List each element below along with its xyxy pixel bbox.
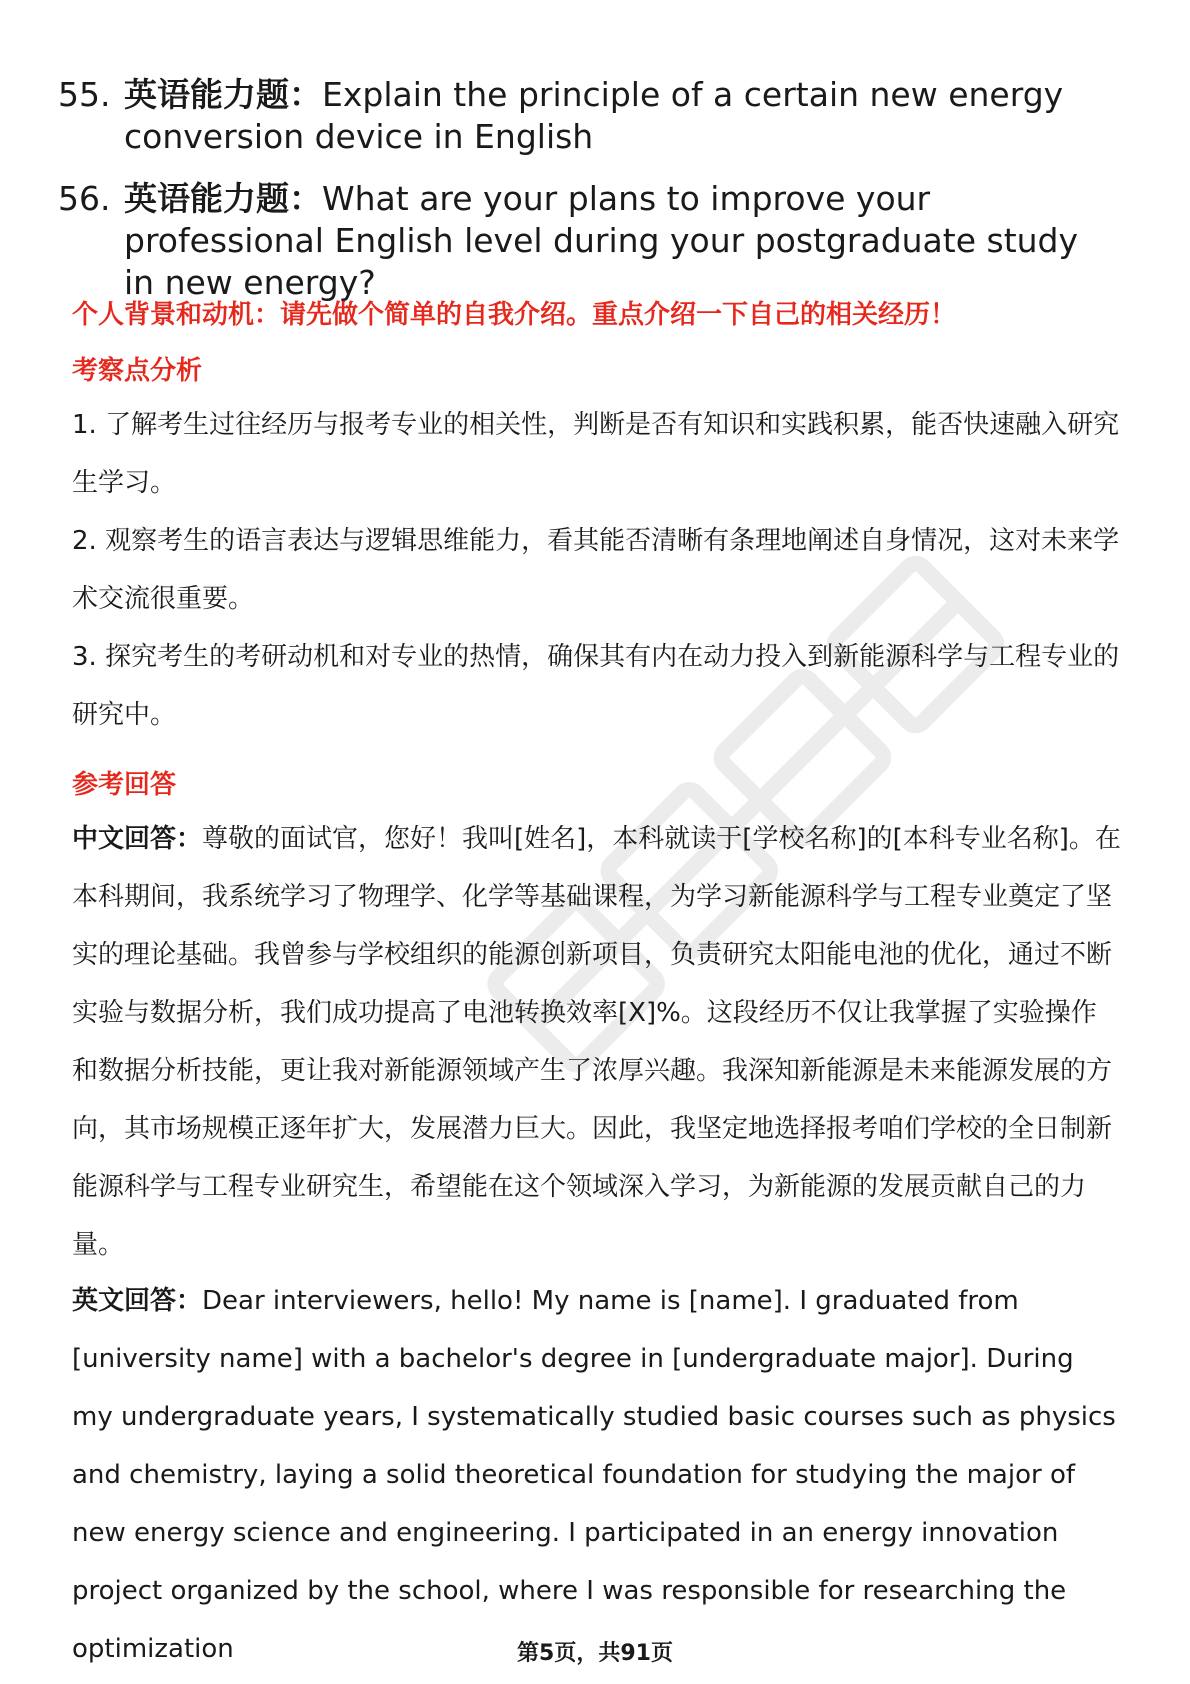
analysis-list	[72, 396, 1122, 744]
page-number-footer: 第5页，共91页	[517, 1641, 673, 1666]
analysis-item: 3. 探究考生的考研动机和对专业的热情，确保其有内在动力投入到新能源科学与工程专业的研究中。	[72, 642, 1120, 730]
analysis-heading: 考察点分析	[72, 356, 203, 386]
english-answer	[72, 1272, 1122, 1678]
question-56	[58, 178, 1118, 304]
chinese-answer-text: 尊敬的面试官，您好！我叫[姓名]，本科就读于[学校名称]的[本科专业名称]。在本科期间，我系统学习了物理学、化学等基础课程，为学习新能源科学与工程专业奠定了坚实的理论基础。我曾参与学校组织的能源创新项目，负责研究太阳能电池的优化，通过不断实验与数据分析，我们成功提高了电池转换效率[X]%。这段经历不仅让我掌握了实验操作和数据分析技能，更让我对新能源领域产生了浓厚兴趣。我深知新能源是未来能源发展的方向，其市场规模正逐年扩大，发展潜力巨大。因此，我坚定地选择报考咱们学校的全日制新能源科学与工程专业研究生，希望能在这个领域深入学习，为新能源的发展贡献自己的力量。	[72, 824, 1121, 1260]
chinese-answer-label: 中文回答：	[72, 824, 203, 854]
question-label: 英语能力题：	[124, 179, 322, 218]
reference-heading: 参考回答	[72, 770, 177, 800]
question-text: What are your plans to improve your professional English level during your postgraduate study in new energy?	[124, 179, 1079, 302]
motivation-heading: 个人背景和动机：请先做个简单的自我介绍。重点介绍一下自己的相关经历！	[72, 300, 957, 330]
analysis-item: 1. 了解考生过往经历与报考专业的相关性，判断是否有知识和实践积累，能否快速融入研究生学习。	[72, 410, 1120, 498]
question-text: Explain the principle of a certain new energy conversion device in English	[124, 75, 1064, 156]
english-answer-text: Dear interviewers, hello! My name is [name]. I graduated from [university name] with a bachelor's degree in [undergraduate major]. During my undergraduate years, I systematically studied basic courses such as physics and chemistry, laying a solid theoretical foundation for studying the major of new energy science and engineering. I participated in an energy innovation project organized by the school, where I was responsible for researching the optimization	[72, 1286, 1116, 1664]
question-label: 英语能力题：	[124, 75, 322, 114]
question-55	[58, 74, 1118, 158]
question-number: 55.	[58, 75, 111, 114]
question-number: 56.	[58, 179, 111, 218]
chinese-answer	[72, 810, 1122, 1274]
analysis-item: 2. 观察考生的语言表达与逻辑思维能力，看其能否清晰有条理地阐述自身情况，这对未来学术交流很重要。	[72, 526, 1120, 614]
english-answer-label: 英文回答：	[72, 1286, 203, 1316]
